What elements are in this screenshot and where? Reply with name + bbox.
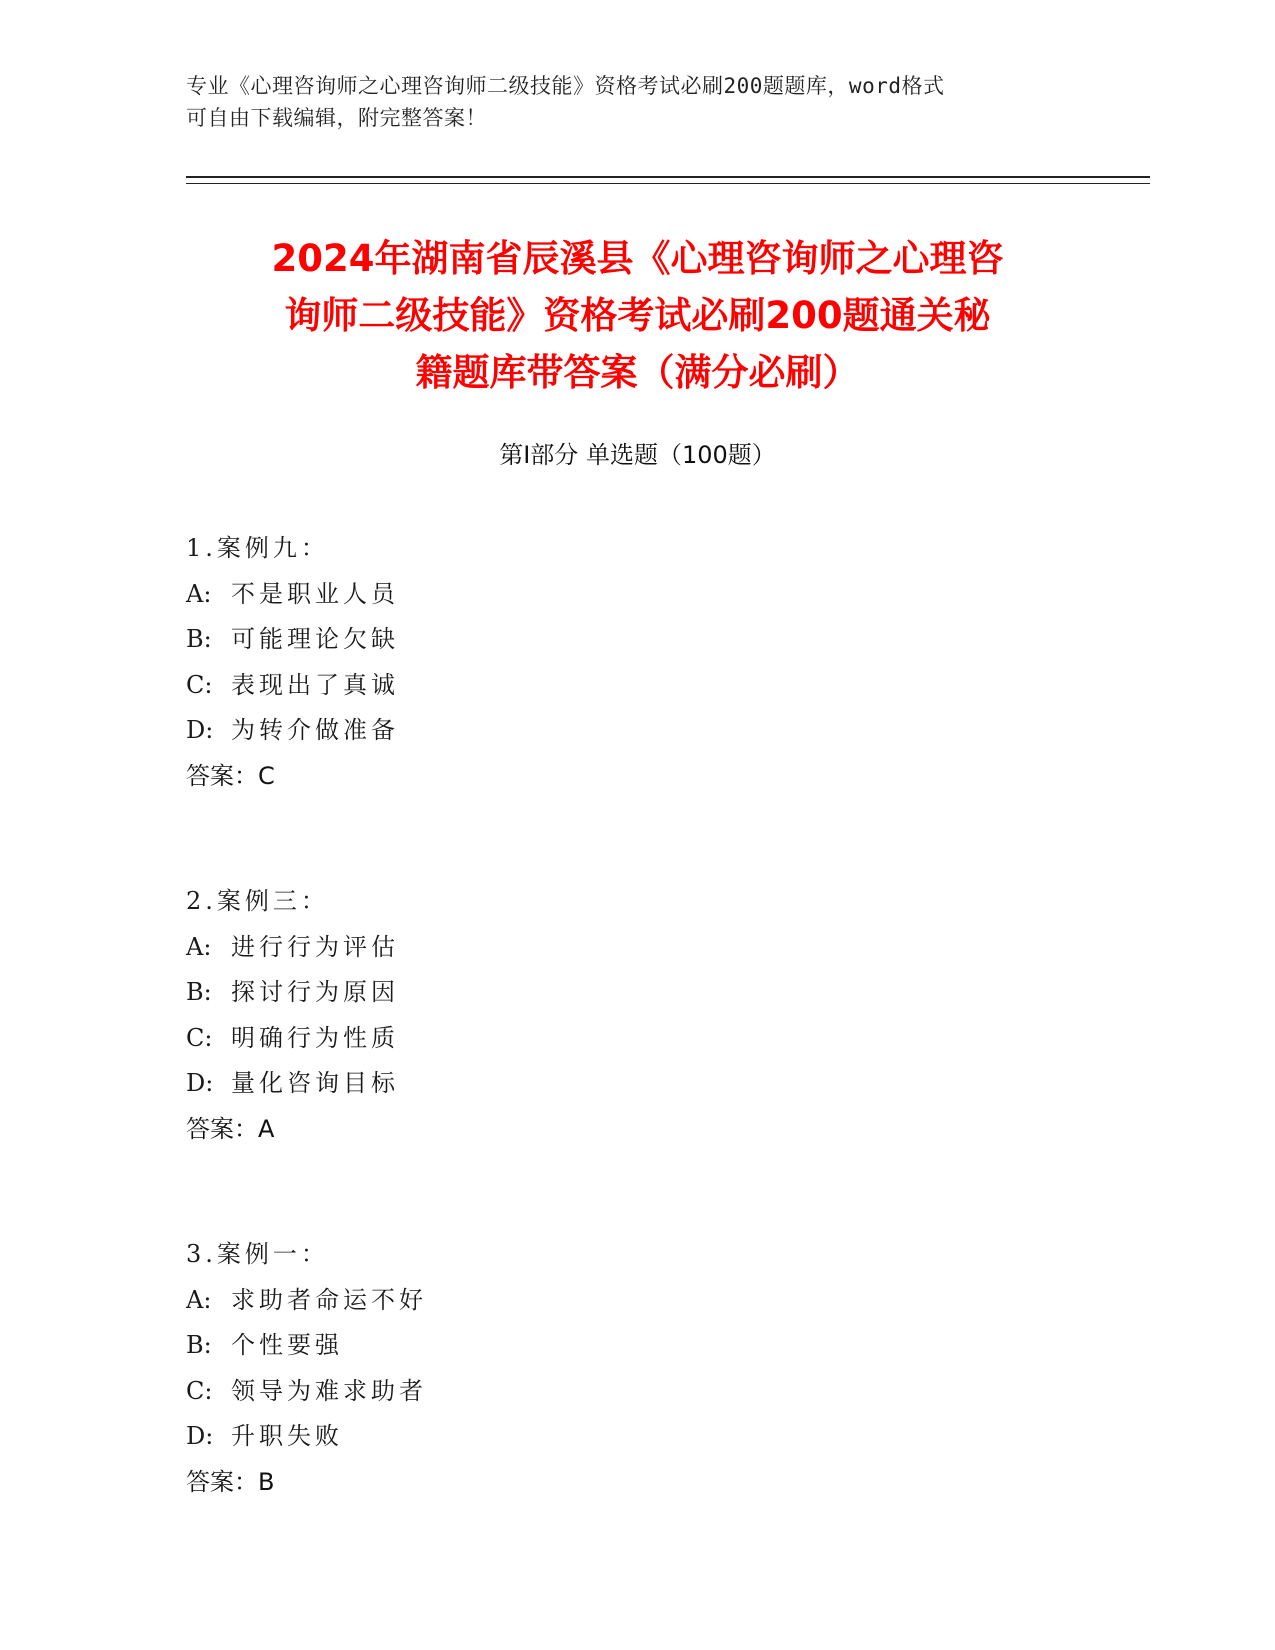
option-c (186, 663, 1086, 709)
option-letter: B: (186, 625, 212, 653)
answer-line: 答案：A (186, 1114, 275, 1143)
option-b (186, 1323, 1086, 1369)
option-letter: B: (186, 1331, 212, 1359)
option-text: 量化咨询目标 (231, 1069, 399, 1097)
option-text: 领导为难求助者 (231, 1376, 427, 1405)
option-text: 可能理论欠缺 (231, 625, 399, 653)
option-text: 明确行为性质 (231, 1023, 399, 1052)
answer-line: 答案：B (186, 1467, 275, 1496)
option-d (186, 708, 1086, 754)
option-d (186, 1061, 1086, 1107)
option-letter: D: (186, 1069, 214, 1097)
option-d (186, 1414, 1086, 1460)
option-letter: A: (186, 1285, 212, 1314)
question-stem: 3.案例一： (186, 1240, 329, 1268)
question-item (186, 879, 1086, 1152)
option-text: 进行行为评估 (231, 932, 399, 961)
document-title-line-2: 询师二级技能》资格考试必刷200题通关秘 (284, 294, 991, 337)
option-letter: C: (186, 1023, 213, 1052)
option-text: 求助者命运不好 (231, 1285, 427, 1314)
option-text: 探讨行为原因 (231, 978, 399, 1006)
answer-line: 答案：C (186, 761, 275, 790)
option-b (186, 617, 1086, 663)
option-letter: C: (186, 670, 213, 699)
option-text: 升职失败 (231, 1422, 343, 1450)
option-text: 为转介做准备 (231, 716, 399, 744)
document-title (170, 230, 1105, 401)
section-heading: 第Ⅰ部分 单选题（100题） (499, 441, 776, 469)
option-b (186, 970, 1086, 1016)
header-divider-thin (186, 183, 1150, 184)
question-stem: 1.案例九： (186, 534, 329, 562)
option-letter: B: (186, 978, 212, 1006)
document-title-line-3: 籍题库带答案（满分必刷） (415, 351, 860, 394)
header-divider-thick (186, 176, 1150, 178)
question-stem: 2.案例三： (186, 887, 329, 915)
option-letter: C: (186, 1376, 213, 1405)
option-letter: D: (186, 716, 214, 744)
option-c (186, 1016, 1086, 1062)
question-item (186, 526, 1086, 799)
question-item (186, 1232, 1086, 1505)
option-text: 不是职业人员 (231, 579, 399, 608)
option-a (186, 572, 1086, 618)
option-text: 表现出了真诚 (231, 670, 399, 699)
option-a (186, 1278, 1086, 1324)
option-c (186, 1369, 1086, 1415)
option-letter: A: (186, 579, 212, 608)
header-note-line-2: 可自由下载编辑，附完整答案！ (186, 106, 487, 130)
option-a (186, 925, 1086, 971)
document-title-line-1: 2024年湖南省辰溪县《心理咨询师之心理咨 (271, 237, 1004, 280)
option-letter: A: (186, 932, 212, 961)
option-text: 个性要强 (231, 1331, 343, 1359)
header-note-line-1: 专业《心理咨询师之心理咨询师二级技能》资格考试必刷200题题库，word格式 (186, 74, 945, 98)
question-list (186, 526, 1086, 1585)
header-note (186, 70, 1086, 134)
option-letter: D: (186, 1422, 214, 1450)
